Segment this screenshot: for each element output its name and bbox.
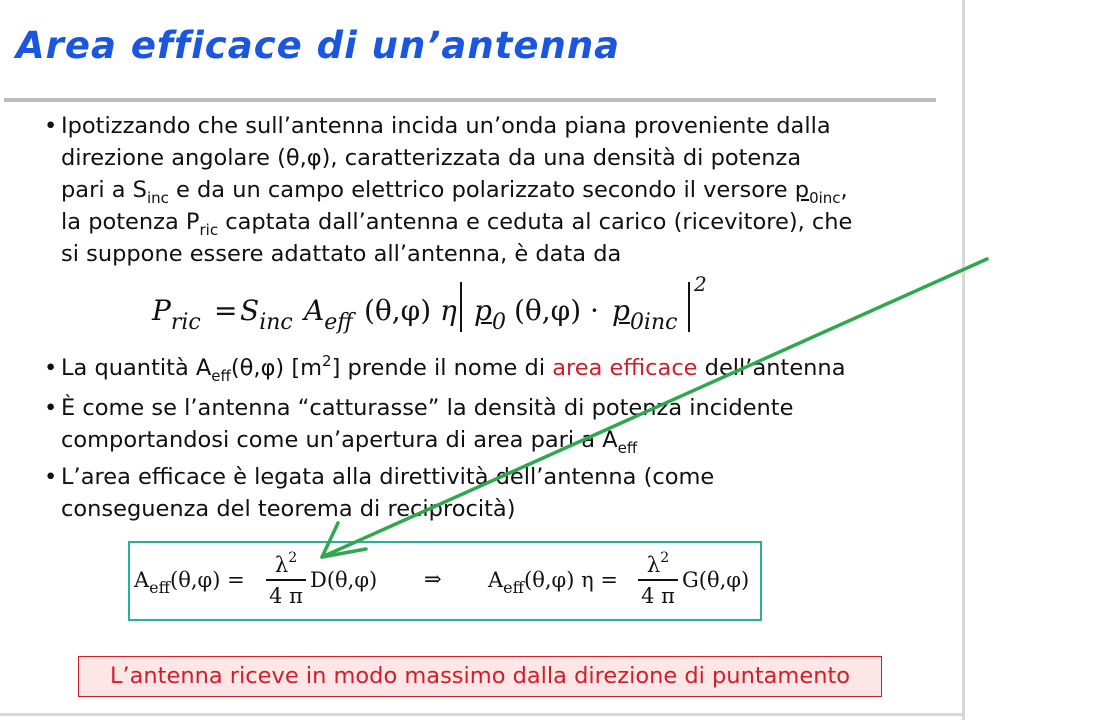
bullet-1-line-4: la potenza $P_{ric}$ captata dall’antenna e ceduta al carico (ricevitore), che [61, 209, 853, 239]
bullet-1-line-3: pari a $S_{inc}$ e da un campo elettrico polarizzato secondo il versore $p_{0inc}$, [61, 177, 848, 207]
bullet-dot: • [44, 113, 58, 139]
bullet-1-line-1: Ipotizzando che sull’antenna incida un’onda piana proveniente dalla [61, 113, 831, 139]
lambda-squared-over-4pi: $\lambda^2$ 4 π [638, 551, 678, 609]
bullet-dot: • [44, 464, 58, 490]
bullet-dot: • [44, 395, 58, 421]
abs-bar-left [460, 282, 462, 332]
abs-bar-right [688, 282, 690, 332]
area-efficace-highlight: area efficace [552, 355, 698, 381]
bullet-dot: • [44, 355, 58, 381]
bullet-1-line-5: si suppone essere adattato all’antenna, è data da [61, 241, 622, 267]
title-divider [4, 98, 936, 102]
slide-title: Area efficace di un’antenna [16, 24, 621, 67]
lambda-squared-over-4pi: $\lambda^2$ 4 π [266, 551, 306, 609]
bullet-1-line-2: direzione angolare (θ,φ), caratterizzata da una densità di potenza [61, 145, 802, 171]
bullet-3: • È come se l’antenna “catturasse” la densità di potenza incidente comportandosi come un’apertura di area pari a $A_{eff}$ [44, 392, 944, 456]
bullet-2: • La quantità $A_{eff}(\theta,\varphi)$ $[m^2]$ prende il nome di area efficace dell’antenna [44, 352, 846, 385]
bullet-1 [44, 110, 944, 270]
bullet-4: • L’area efficace è legata alla direttività dell’antenna (come conseguenza del teorema di reciprocità) [44, 461, 944, 525]
max-reception-note: L’antenna riceve in modo massimo dalla direzione di puntamento [78, 656, 882, 697]
slide-edge-right [962, 0, 965, 720]
implies-symbol: ⇒ [424, 567, 442, 591]
slide-edge-bottom [0, 713, 965, 716]
directivity-gain-equation-box: $A_{eff}(\theta,\varphi)$ = $\lambda^2$ 4 π D(θ,φ) ⇒ $A_{eff}(\theta,\varphi) \eta$ = $\lambda^2$ 4 π G(θ,φ) [128, 541, 762, 621]
slide: Area efficace di un’antenna • Ipotizzando che sull’antenna incida un’onda piana proveniente dalla direzione angolare (θ,φ), caratterizzata da una densità di potenza pari a $S_{inc}$ e da un campo elettrico polarizzato secondo il versore $p_{0inc}$, la potenza $P_{ric}$ captata dall’antenna e ceduta al carico (ricevitore), che si suppone essere adattato all’antenna, è data da $P_{ric}$ = $S_{inc}$ $A_{eff}$ (θ,φ) η $p_0$ (θ,φ) · $p_{0inc}$ 2 • La quantità $A_{eff}(\theta,\varphi)$ $[m^2]$ prende il nome di area efficace dell’antenna • È come se l’antenna “catturasse” la densità di potenza incidente comportandosi come un’apertura di area pari a $A_{eff}$ • L’area efficace è legata alla direttività dell’antenna (come conseguenza del teorema di reciprocità) $A_{eff}(\theta,\varphi)$ = $\lambda^2$ 4 π D(θ,φ) ⇒ $A_{eff}(\theta,\varphi) \eta$ = $\lambda^2$ 4 π G(θ,φ) L’antenna riceve in modo massimo dalla direzione di puntamento [0, 0, 962, 720]
